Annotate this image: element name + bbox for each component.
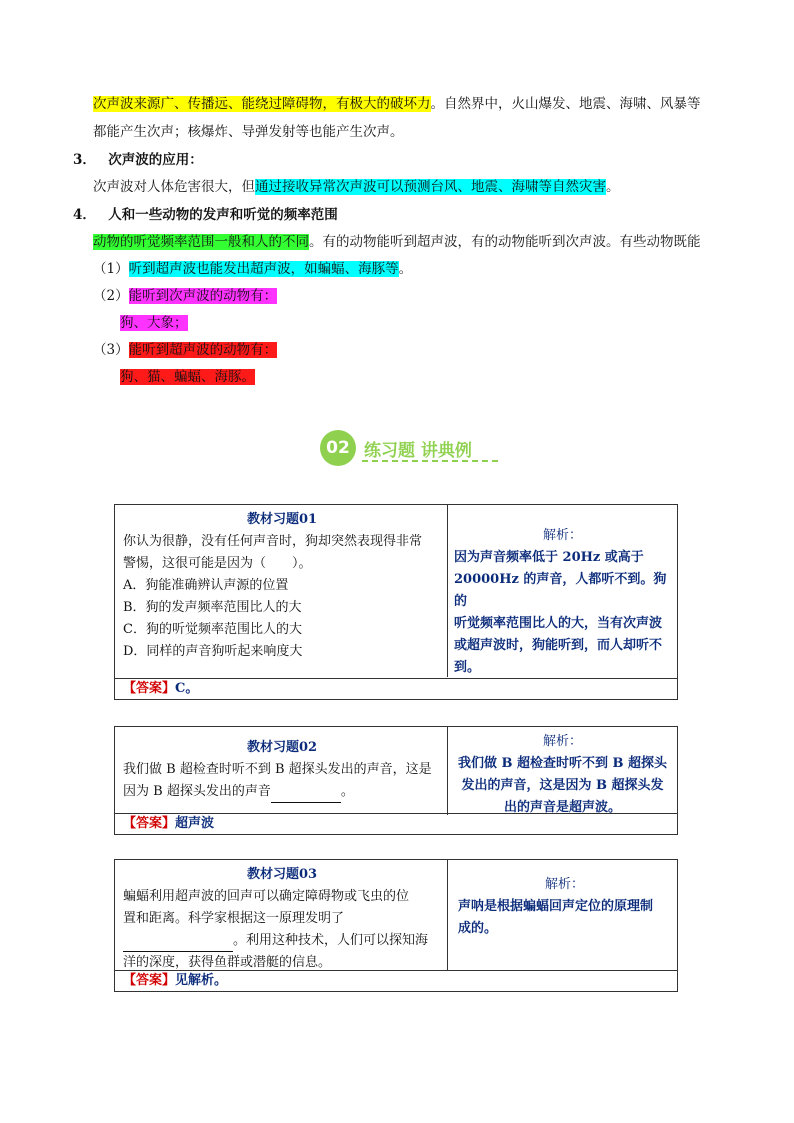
analysis-text: 出的声音是超声波。 — [503, 800, 621, 815]
analysis-title: 解析： — [542, 528, 582, 543]
section-header-title: 练习题 讲典例 — [364, 441, 472, 461]
intro-line-1 — [93, 94, 701, 114]
item-number: （3） — [93, 342, 129, 358]
answer-value: 见解析。 — [175, 973, 228, 988]
answer-value: 超声波 — [175, 816, 215, 831]
analysis-cell — [448, 505, 677, 683]
exercise-box-1 — [114, 504, 678, 700]
list-item-2-sub — [120, 313, 188, 333]
option-d: D．同样的声音狗听起来响度大 — [123, 644, 303, 659]
exercise-box-2 — [114, 726, 678, 835]
item-number: （1） — [93, 261, 129, 277]
answer-blank — [123, 937, 233, 952]
list-item-3 — [93, 340, 277, 360]
intro-line-2: 都能产生次声；核爆炸、导弹发射等也能产生次声。 — [93, 124, 404, 140]
section-3-heading — [73, 150, 203, 170]
dashed-underline — [362, 460, 498, 462]
answer-tag: 【答案】 — [123, 681, 176, 696]
analysis-text: 因为声音频率低于 20Hz 或高于 — [454, 550, 644, 565]
analysis-text: 声呐是根据蝙蝠回声定位的原理制 — [458, 899, 654, 914]
answer-value: C。 — [175, 681, 199, 696]
section-title: 人和一些动物的发声和听觉的频率范围 — [108, 207, 338, 223]
analysis-text: 到。 — [454, 660, 481, 675]
question-stem: 洋的深度，获得鱼群或潜艇的信息。 — [123, 955, 332, 970]
answer-row — [115, 813, 677, 834]
question-stem-line-3 — [123, 930, 441, 952]
highlight-hearing-range: 动物的听觉频率范围一般和人的不同 — [93, 234, 309, 250]
answer-tag: 【答案】 — [123, 973, 176, 988]
analysis-cell — [448, 860, 677, 944]
analysis-text: 听觉频率范围比人的大，当有次声波 — [454, 616, 663, 631]
answer-row — [115, 970, 677, 991]
analysis-text: 或超声波时，狗能听到，而人却听不 — [454, 638, 663, 653]
question-stem: 警惕，这很可能是因为（ ）。 — [123, 556, 312, 571]
question-stem: 置和距离。科学家根据这一原理发明了 — [123, 911, 345, 926]
option-c: C．狗的听觉频率范围比人的大 — [123, 622, 302, 637]
exercise-title: 教材习题02 — [246, 740, 318, 755]
item-number: （2） — [93, 288, 129, 304]
answer-row — [115, 678, 677, 699]
list-item-2 — [93, 286, 277, 306]
section-4-line-1 — [93, 232, 701, 252]
list-item-1 — [93, 259, 412, 279]
question-cell — [115, 505, 448, 677]
text: 次声波对人体危害很大，但 — [93, 179, 255, 195]
text: 。 — [340, 784, 354, 799]
text: 。利用这种技术，人们可以探知海 — [233, 933, 429, 948]
highlight-infrasound-source: 次声波来源广、传播远、能绕过障碍物，有极大的破坏力 — [93, 96, 431, 112]
question-cell — [115, 860, 448, 971]
exercise-title: 教材习题01 — [246, 512, 318, 527]
analysis-title: 解析： — [542, 734, 582, 749]
intro-text: 。自然界中，火山爆发、地震、海啸、风暴等 — [430, 96, 701, 112]
question-cell — [115, 727, 448, 815]
highlight-application: 通过接收异常次声波可以预测台风、地震、海啸等自然灾害 — [255, 179, 606, 195]
option-b: B．狗的发声频率范围比人的大 — [123, 600, 302, 615]
text: 因为 B 超探头发出的声音 — [123, 784, 271, 799]
section-badge: 02 — [320, 430, 356, 466]
answer-tag: 【答案】 — [123, 816, 176, 831]
highlight-item-2: 能听到次声波的动物有： — [128, 288, 278, 304]
text: 。有的动物能听到超声波，有的动物能听到次声波。有些动物既能 — [309, 234, 701, 250]
list-item-3-sub — [120, 367, 255, 387]
analysis-text: 发出的声音，这是因为 B 超探头发 — [461, 778, 664, 793]
question-stem-line-2 — [123, 781, 441, 803]
highlight-item-3: 能听到超声波的动物有： — [128, 342, 278, 358]
section-4-heading — [73, 205, 338, 225]
section-title: 次声波的应用： — [108, 152, 203, 168]
section-3-text — [93, 177, 620, 197]
analysis-cell — [448, 727, 677, 823]
highlight-item-3-sub: 狗、猫、蝙蝠、海豚。 — [120, 369, 255, 385]
question-stem: 蝙蝠利用超声波的回声可以确定障碍物或飞虫的位 — [123, 889, 410, 904]
highlight-item-1: 听到超声波也能发出超声波，如蝙蝠、海豚等 — [128, 261, 399, 277]
section-number: 3． — [73, 152, 96, 168]
text: 。 — [606, 179, 620, 195]
exercise-box-3 — [114, 859, 678, 992]
question-stem: 你认为很静，没有任何声音时，狗却突然表现得非常 — [123, 534, 423, 549]
practice-section-header — [320, 428, 500, 468]
answer-blank — [271, 788, 341, 803]
analysis-text: 20000Hz 的声音，人都听不到。狗的 — [454, 572, 667, 609]
analysis-text: 我们做 B 超检查时听不到 B 超探头 — [457, 756, 668, 771]
highlight-item-2-sub: 狗、大象； — [120, 315, 188, 331]
analysis-text: 成的。 — [458, 921, 498, 936]
analysis-title: 解析： — [544, 877, 584, 892]
section-number: 4． — [73, 207, 96, 223]
option-a: A．狗能准确辨认声源的位置 — [123, 578, 289, 593]
question-stem: 我们做 B 超检查时听不到 B 超探头发出的声音，这是 — [123, 762, 432, 777]
exercise-title: 教材习题03 — [246, 867, 318, 882]
text: 。 — [398, 261, 413, 277]
